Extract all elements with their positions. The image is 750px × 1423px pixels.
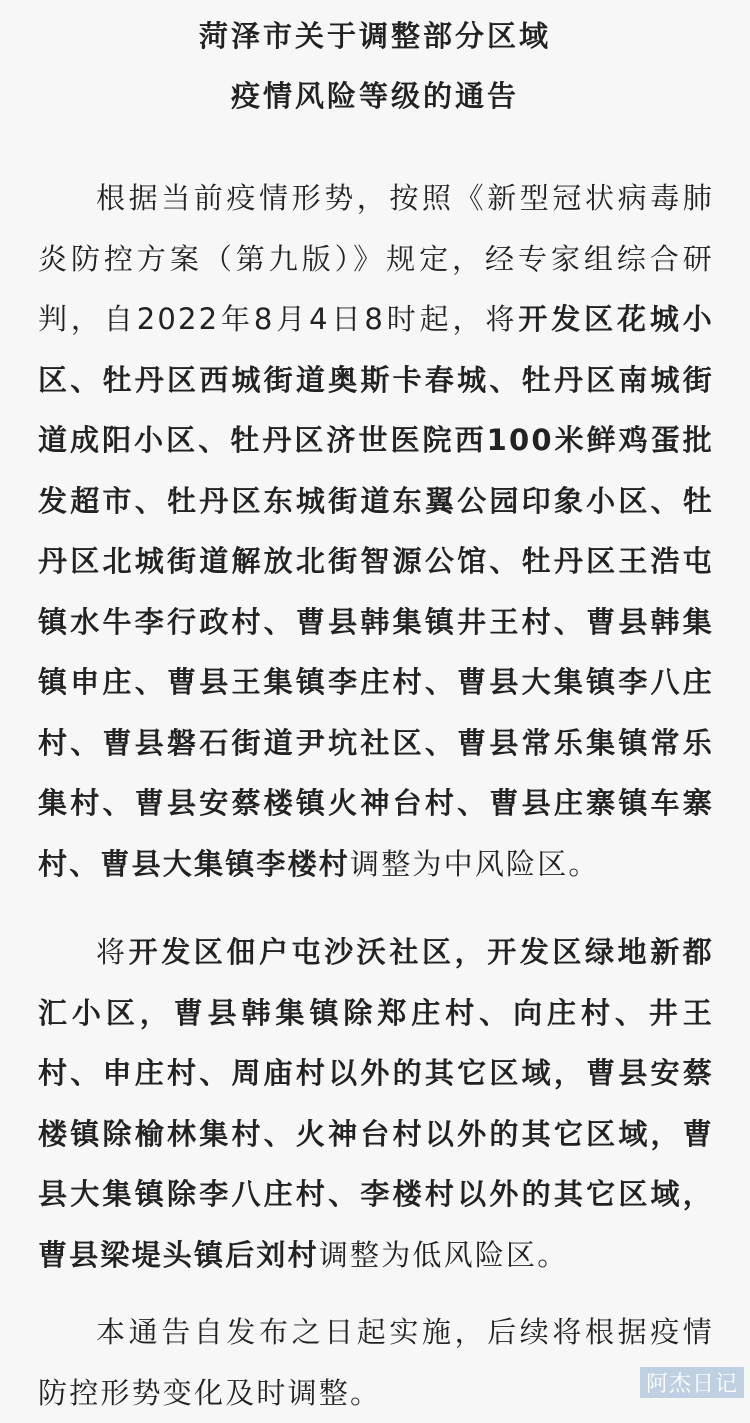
paragraph-effective: 本通告自发布之日起实施，后续将根据疫情防控形势变化及时调整。: [38, 1315, 714, 1410]
paragraph-2-outro: 调整为低风险区。: [318, 1237, 569, 1272]
title-line-1: 菏泽市关于调整部分区域: [198, 19, 551, 53]
paragraph-1-intro: 根据当前疫情形势，按照《新型冠状病毒肺炎防控方案（第九版）》规定，经专家组综合研判，自2022年8月4日8时起，将: [38, 181, 714, 336]
paragraph-2-intro: 将: [96, 935, 129, 969]
paragraph-medium-risk: [38, 168, 714, 894]
paragraph-low-risk: [38, 922, 714, 1285]
paragraph-1-areas: 开发区花城小区、牡丹区西城街道奥斯卡春城、牡丹区南城街道成阳小区、牡丹区济世医院西100米鲜鸡蛋批发超市、牡丹区东城街道东翼公园印象小区、牡丹区北城街道解放北街智源公馆、牡丹区王浩屯镇水牛李行政村、曹县韩集镇井王村、曹县韩集镇申庄、曹县王集镇李庄村、曹县大集镇李八庄村、曹县磐石街道尹坑社区、曹县常乐集镇常乐集村、曹县安蔡楼镇火神台村、曹县庄寨镇车寨村、曹县大集镇李楼村: [38, 302, 714, 881]
paragraph-2-areas: 开发区佃户屯沙沃社区，开发区绿地新都汇小区，曹县韩集镇除郑庄村、向庄村、井王村、申庄村、周庙村以外的其它区域，曹县安蔡楼镇除榆林集村、火神台村以外的其它区域，曹县大集镇除李八庄村、李楼村以外的其它区域，曹县梁堤头镇后刘村: [38, 935, 714, 1272]
title-line-2: 疫情风险等级的通告: [230, 79, 519, 113]
paragraph-1-outro: 调整为中风险区。: [350, 846, 600, 881]
watermark: 阿杰日记: [640, 1367, 744, 1398]
